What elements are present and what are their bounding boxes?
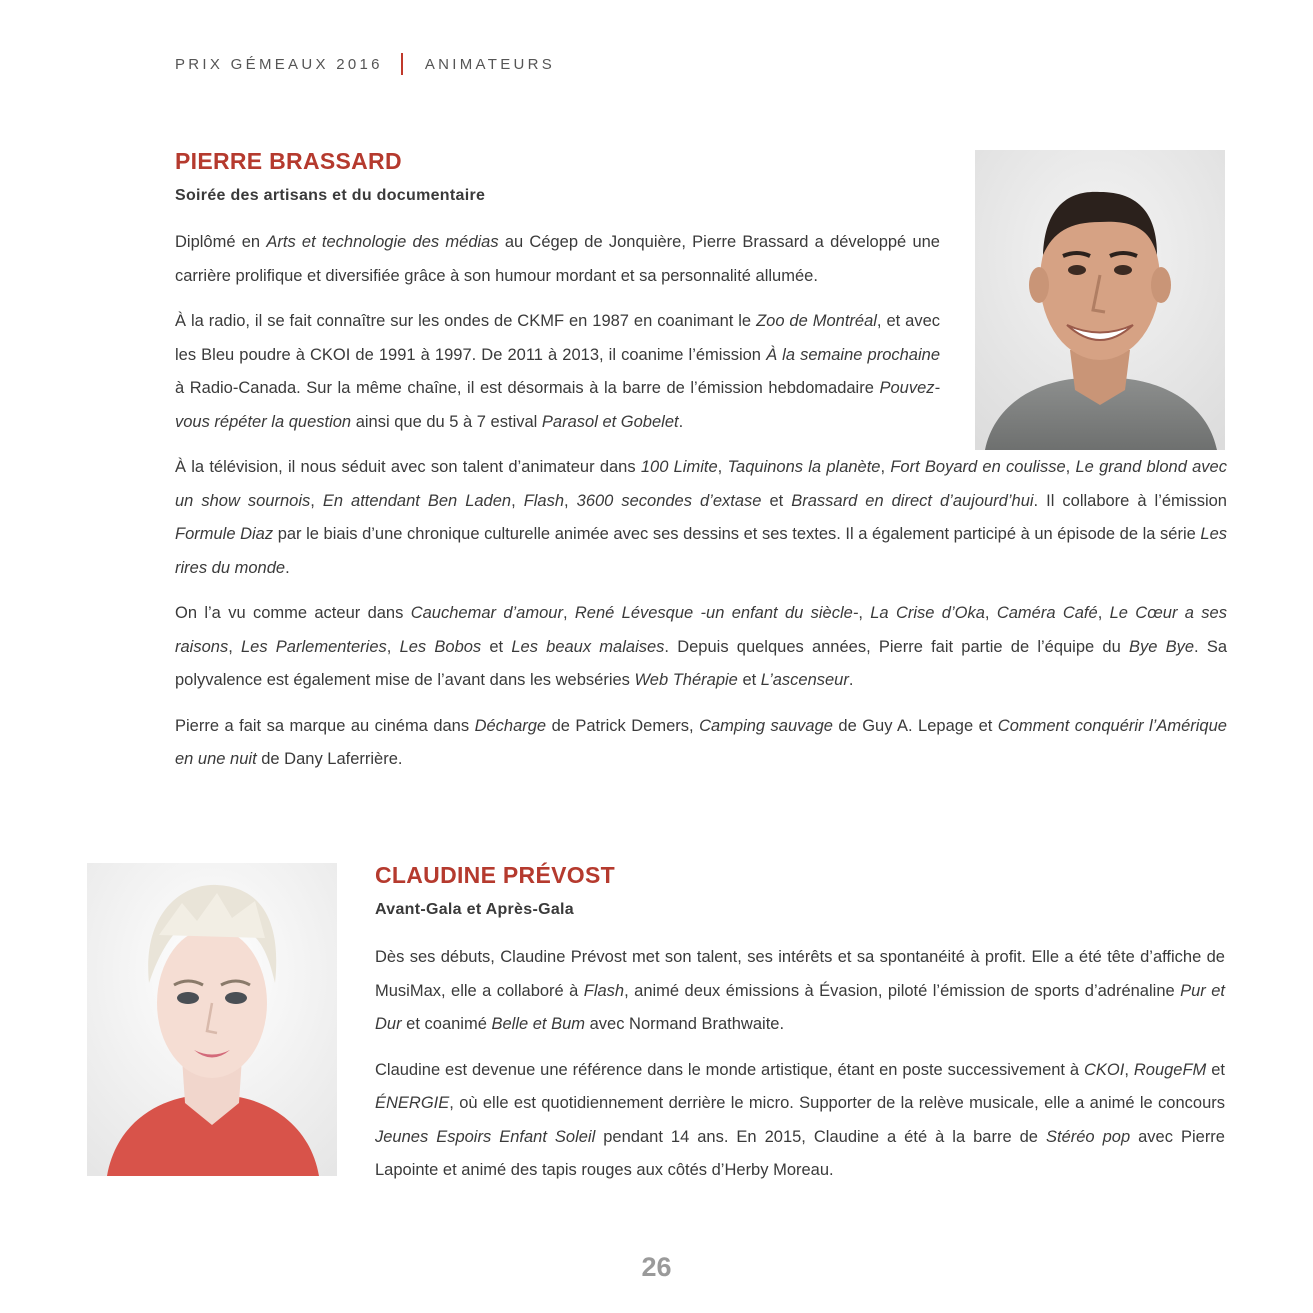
italic-title: Brassard en direct d’aujourd’hui (791, 491, 1034, 510)
italic-title: 3600 secondes d’extase (576, 491, 762, 510)
text-run: avec Normand Brathwaite. (585, 1015, 785, 1033)
italic-title: Les rires du monde (175, 525, 1228, 577)
text-run: , (984, 604, 997, 622)
italic-title: Pur et Dur (375, 981, 1225, 1033)
claudine-prevost-bio (375, 941, 1225, 1200)
text-run: , (386, 637, 400, 656)
text-run: , (1097, 604, 1110, 622)
italic-title: Taquinons la planète (727, 458, 881, 476)
text-run: . (678, 412, 684, 431)
text-run: et (761, 491, 792, 510)
claudine-prevost-photo (87, 863, 337, 1176)
text-run: et (1206, 1060, 1225, 1079)
text-run: avec Pierre Lapointe et animé des tapis rouges aux côtés d’Herby Moreau. (375, 1127, 1225, 1179)
text-run: , où elle est quotidiennement derrière le micro. Supporter de la relève musicale, elle a animé le concours (449, 1094, 1225, 1112)
running-header (175, 53, 555, 75)
profile-claudine-prevost (375, 862, 1225, 919)
text-run: de Guy A. Lepage et (832, 716, 998, 735)
italic-title: Zoo de Montréal (756, 312, 877, 330)
italic-title: Flash (523, 491, 565, 510)
italic-title: Le grand blond avec un show sournois (175, 458, 1227, 510)
text-run: À la radio, il se fait connaître sur les ondes de CKMF en 1987 en coanimant le (175, 312, 757, 330)
profile-subtitle: Avant-Gala et Après-Gala (375, 901, 574, 918)
text-run: , (717, 458, 728, 476)
italic-title: Stéréo pop (1045, 1127, 1131, 1146)
italic-title: Jeunes Espoirs Enfant Soleil (375, 1127, 596, 1146)
text-run: à Radio-Canada. Sur la même chaîne, il est désormais à la barre de l’émission hebdomadaire (175, 379, 880, 397)
portrait-woman-image (87, 863, 337, 1176)
text-run: , animé deux émissions à Évasion, piloté l’émission de sports d’adrénaline (624, 981, 1181, 1000)
italic-title: Comment conquérir l’Amérique en une nuit (175, 716, 1227, 768)
italic-title: En attendant Ben Laden (322, 491, 512, 510)
italic-title: Les Parlementeries (241, 637, 387, 656)
text-run: On l’a vu comme acteur dans (175, 604, 411, 622)
text-run: et coanimé (401, 1015, 492, 1033)
header-divider (401, 53, 403, 75)
text-run: , (858, 604, 871, 622)
page-number: 26 (641, 1252, 672, 1282)
bio-paragraph (375, 941, 1225, 1042)
text-run: par le biais d’une chronique culturelle animée avec ses dessins et ses textes. Il a également participé à un épisode de la série (273, 525, 1201, 543)
italic-title: Parasol et Gobelet (541, 412, 679, 431)
portrait-man-image (975, 150, 1225, 450)
text-run: , (310, 491, 323, 510)
profile-name: CLAUDINE PRÉVOST (375, 862, 615, 888)
italic-title: Camping sauvage (699, 716, 833, 735)
text-run: , (1124, 1060, 1134, 1079)
text-run: et (481, 637, 512, 656)
italic-title: Formule Diaz (175, 525, 274, 543)
italic-title: Cauchemar d’amour (410, 604, 563, 622)
text-run: de Patrick Demers, (546, 716, 700, 735)
italic-title: À la semaine prochaine (766, 345, 940, 364)
italic-title: Les beaux malaises (511, 637, 665, 656)
italic-title: Fort Boyard en coulisse (890, 458, 1066, 476)
profile-name: PIERRE BRASSARD (175, 148, 402, 174)
italic-title: Bye Bye (1128, 637, 1195, 656)
text-run: Pierre a fait sa marque au cinéma dans (175, 716, 475, 735)
text-run: et (737, 671, 761, 689)
text-run: , (562, 604, 575, 622)
bio-paragraph (175, 305, 940, 439)
text-run: . (848, 671, 854, 689)
text-run: , et avec les Bleu poudre à CKOI de 1991 à 1997. De 2011 à 2013, il coanime l’émission (175, 312, 940, 364)
text-run: , (564, 491, 577, 510)
italic-title: Belle et Bum (491, 1015, 586, 1033)
text-run: de Dany Laferrière. (256, 750, 403, 768)
italic-title: Les Bobos (399, 637, 482, 656)
italic-title: Décharge (474, 716, 547, 735)
text-run: , (1065, 458, 1076, 476)
italic-title: ÉNERGIE (375, 1094, 450, 1112)
text-run: Dès ses débuts, Claudine Prévost met son talent, ses intérêts et sa spontanéité à profit. Elle a été tête d’affiche de MusiMax, elle a collaboré à (375, 948, 1225, 1000)
bio-paragraph (175, 710, 1227, 777)
italic-title: L’ascenseur (760, 671, 849, 689)
italic-title: René Lévesque -un enfant du siècle- (574, 604, 859, 622)
text-run: À la télévision, il nous séduit avec son talent d’animateur dans (175, 458, 641, 476)
text-run: . (285, 558, 290, 577)
italic-title: 100 Limite (640, 458, 718, 476)
text-run: . Sa polyvalence est également mise de l’avant dans les webséries (175, 637, 1228, 689)
pierre-brassard-photo (975, 150, 1225, 450)
bio-paragraph (375, 1054, 1225, 1188)
profile-subtitle: Soirée des artisans et du documentaire (175, 187, 486, 204)
italic-title: RougeFM (1133, 1060, 1207, 1079)
text-run: pendant 14 ans. En 2015, Claudine a été à la barre de (595, 1127, 1046, 1146)
text-run: . Il collabore à l’émission (1033, 491, 1227, 510)
pierre-brassard-bio-bottom (175, 451, 1227, 789)
text-run: Diplômé en (175, 233, 267, 251)
italic-title: Flash (583, 981, 625, 1000)
italic-title: Arts et technologie des médias (266, 233, 499, 251)
italic-title: Pouvez-vous répéter la question (175, 379, 940, 431)
italic-title: La Crise d’Oka (870, 604, 985, 622)
header-publication: PRIX GÉMEAUX 2016 (175, 55, 383, 73)
italic-title: Le Cœur a ses raisons (175, 604, 1227, 656)
text-run: , (511, 491, 524, 510)
italic-title: Web Thérapie (634, 671, 738, 689)
italic-title: CKOI (1084, 1060, 1125, 1079)
bio-paragraph (175, 597, 1227, 698)
text-run: ainsi que du 5 à 7 estival (351, 412, 542, 431)
text-run: , (228, 637, 241, 656)
italic-title: Caméra Café (996, 604, 1098, 622)
text-run: . Depuis quelques années, Pierre fait partie de l’équipe du (664, 637, 1129, 656)
header-section: ANIMATEURS (424, 55, 556, 73)
text-run: au Cégep de Jonquière, Pierre Brassard a développé une carrière prolifique et diversifiée grâce à son humour mordant et sa personnalité allumée. (175, 233, 940, 285)
bio-paragraph (175, 226, 940, 293)
text-run: , (880, 458, 891, 476)
bio-paragraph (175, 451, 1227, 585)
pierre-brassard-bio-top (175, 226, 940, 451)
text-run: Claudine est devenue une référence dans le monde artistique, étant en poste successivement à (375, 1060, 1085, 1079)
